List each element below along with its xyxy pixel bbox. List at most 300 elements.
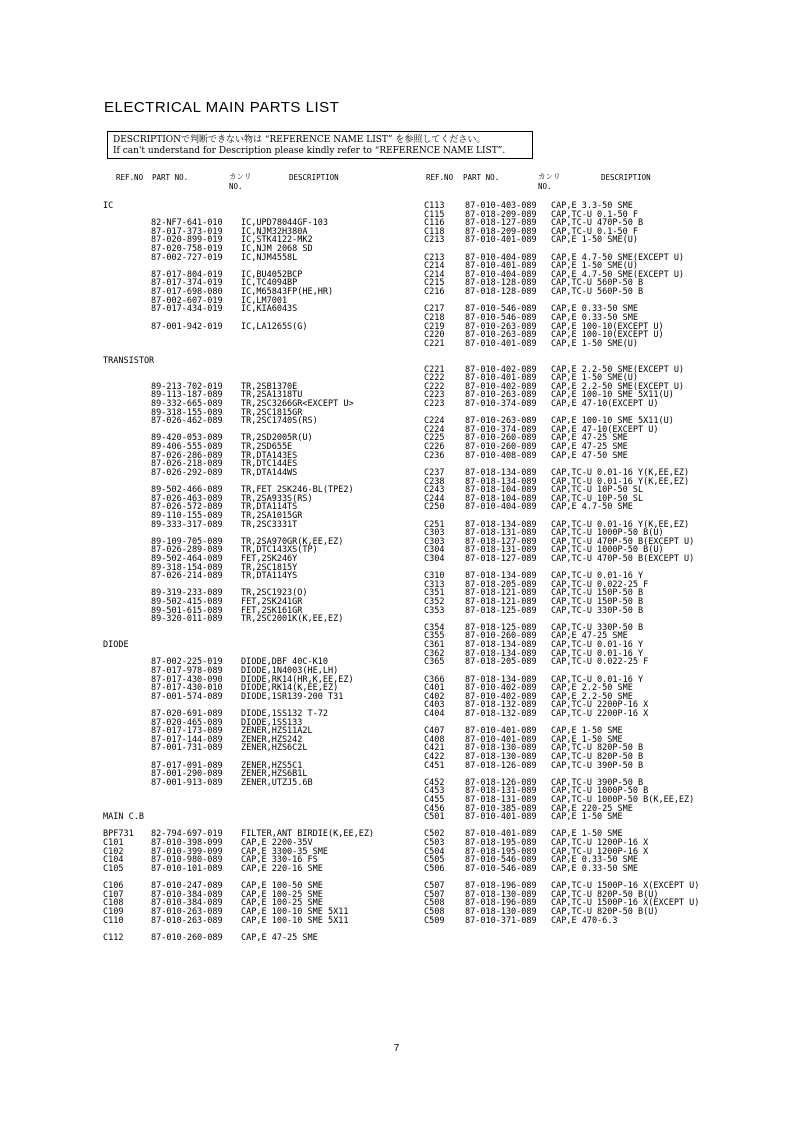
ref-no-cell: C251 — [424, 519, 445, 530]
table-row — [424, 710, 724, 719]
table-row — [424, 400, 724, 409]
part-no-cell: 87-018-205-089 — [465, 657, 537, 668]
part-no-cell: 87-001-574-089 — [151, 691, 223, 702]
description-cell: CAP,E 2.2-50 SME — [551, 683, 633, 694]
part-no-cell: 87-010-374-089 — [465, 399, 537, 410]
description-cell: CAP,E 47-25 SME — [551, 442, 628, 453]
ref-no-cell: C236 — [424, 450, 445, 461]
ref-no-cell: C304 — [424, 545, 445, 556]
description-cell: IC,BU4052BCP — [241, 269, 303, 280]
header-kanri: カンリ — [229, 172, 252, 181]
part-no-cell: 87-018-104-089 — [465, 485, 537, 496]
ref-no-cell: C112 — [103, 932, 124, 943]
description-cell: CAP,TC-U 150P-50 B — [551, 588, 644, 599]
description-cell: CAP,TC-U 470P-50 B(EXCEPT U) — [551, 553, 695, 564]
part-no-cell: 87-018-195-089 — [465, 846, 537, 857]
part-no-cell: 87-018-132-089 — [465, 708, 537, 719]
part-no-cell: 89-320-011-089 — [151, 614, 223, 625]
ref-no-cell: C355 — [424, 631, 445, 642]
description-cell: CAP,TC-U 0.1-50 F — [551, 209, 638, 220]
table-row — [424, 288, 724, 297]
part-no-cell: 87-018-134-089 — [465, 648, 537, 659]
ref-no-cell: C365 — [424, 657, 445, 668]
part-no-cell: 87-001-913-089 — [151, 777, 223, 788]
part-no-cell: 87-018-131-089 — [465, 528, 537, 539]
part-no-cell: 87-010-247-089 — [151, 881, 223, 892]
table-row — [424, 762, 724, 771]
part-no-cell: 87-010-404-089 — [465, 502, 537, 513]
description-cell: IC,LM7001 — [241, 295, 288, 306]
ref-no-cell: C502 — [424, 829, 445, 840]
description-cell: CAP,E 2.2-50 SME(EXCEPT U) — [551, 381, 685, 392]
description-cell: CAP,E 100-25 SME — [241, 898, 323, 909]
header-kanri-no-right: NO. — [538, 182, 552, 191]
header-part-no-right: PART NO. — [463, 173, 500, 182]
table-row — [103, 572, 433, 581]
description-cell: CAP,TC-U 1000P-50 B(K,EE,EZ) — [551, 795, 695, 806]
description-cell: CAP,TC-U 470P-50 B — [551, 218, 644, 229]
part-no-cell: 89-113-187-089 — [151, 390, 223, 401]
ref-no-cell: C101 — [103, 838, 124, 849]
part-no-cell: 87-010-260-089 — [151, 932, 223, 943]
description-cell: TR,2SC1923(O) — [241, 588, 308, 599]
part-no-cell: 87-018-130-089 — [465, 752, 537, 762]
description-cell: CAP,E 47-50 SME — [551, 450, 628, 461]
ref-no-cell: C213 — [424, 235, 445, 246]
part-no-cell: 87-017-978-089 — [151, 665, 223, 676]
part-no-cell: 87-017-430-010 — [151, 683, 223, 694]
description-cell: CAP,E 2.2-50 SME(EXCEPT U) — [551, 364, 685, 375]
part-no-cell: 89-213-702-019 — [151, 381, 223, 392]
part-no-cell: 87-026-462-089 — [151, 416, 223, 427]
part-no-cell: 87-010-399-099 — [151, 846, 223, 857]
ref-no-cell: C504 — [424, 846, 445, 857]
part-no-cell: 87-018-196-089 — [465, 898, 537, 909]
description-cell: CAP,TC-U 150P-50 B — [551, 597, 644, 608]
ref-no-cell: C310 — [424, 571, 445, 582]
description-cell: ZENER,HZS6C2L — [241, 743, 308, 754]
part-no-cell: 87-018-104-089 — [465, 493, 537, 504]
ref-no-cell: IC — [103, 201, 114, 211]
ref-no-cell: C366 — [424, 674, 445, 685]
table-row — [103, 469, 433, 478]
ref-no-cell: C222 — [424, 381, 445, 392]
notice-line-english: If can't understand for Description please kindly refer to “REFERENCE NAME LIST”. — [113, 146, 506, 156]
description-cell: ZENER,UTZJ5.6B — [241, 777, 313, 788]
table-row — [103, 641, 433, 650]
description-cell: CAP,TC-U 0.022-25 F — [551, 657, 649, 668]
ref-no-cell: C219 — [424, 321, 445, 332]
part-no-cell: 87-018-131-089 — [465, 545, 537, 556]
part-no-cell: 87-010-404-089 — [465, 269, 537, 280]
description-cell: CAP,E 1-50 SME(U) — [551, 373, 638, 384]
part-no-cell: 87-010-384-089 — [151, 898, 223, 909]
table-row — [103, 865, 433, 874]
table-row — [103, 331, 433, 340]
part-no-cell: 87-010-101-089 — [151, 863, 223, 874]
part-no-cell: 89-333-317-089 — [151, 519, 223, 530]
description-cell: CAP,TC-U 2200P-16 X — [551, 700, 649, 711]
description-cell: IC,UPD78044GF-103 — [241, 218, 328, 229]
table-row — [103, 813, 433, 822]
description-cell: CAP,TC-U 560P-50 B — [551, 278, 644, 289]
ref-no-cell: C226 — [424, 442, 445, 453]
description-cell: CAP,E 1-50 SME(U) — [551, 261, 638, 272]
description-cell: CAP,TC-U 1200P-16 X — [551, 846, 649, 857]
description-cell: IC,STK4122-MK2 — [241, 235, 313, 246]
part-no-cell: 87-018-127-089 — [465, 536, 537, 547]
part-no-cell: 87-018-127-089 — [465, 218, 537, 229]
table-row — [424, 452, 724, 461]
part-no-cell: 89-110-155-089 — [151, 510, 223, 521]
description-cell: IC,KIA6043S — [241, 304, 298, 315]
ref-no-cell: DIODE — [103, 640, 129, 651]
table-row — [424, 917, 724, 926]
ref-no-cell: C402 — [424, 691, 445, 702]
description-cell: TR,DTA143ES — [241, 450, 298, 461]
ref-no-cell: C507 — [424, 889, 445, 900]
part-no-cell: 87-010-401-089 — [465, 726, 537, 737]
description-cell: TR,DTC144ES — [241, 459, 298, 470]
ref-no-cell: C224 — [424, 424, 445, 435]
ref-no-cell: C215 — [424, 278, 445, 289]
table-row — [103, 521, 433, 530]
description-cell: CAP,TC-U 0.01-16 Y — [551, 640, 644, 651]
table-row — [424, 503, 724, 512]
part-no-cell: 87-017-144-089 — [151, 734, 223, 745]
page-title: ELECTRICAL MAIN PARTS LIST — [104, 99, 340, 116]
description-cell: TR,2SC1815GR — [241, 407, 303, 418]
description-cell: CAP,TC-U 0.01-16 Y — [551, 648, 644, 659]
ref-no-cell: C216 — [424, 287, 445, 298]
part-no-cell: 87-010-403-089 — [465, 201, 537, 211]
description-cell: IC,TC4094BP — [241, 278, 298, 289]
part-no-cell: 87-010-546-089 — [465, 304, 537, 315]
description-cell: CAP,E 100-10(EXCEPT U) — [551, 321, 664, 332]
ref-no-cell: C213 — [424, 252, 445, 263]
description-cell: CAP,TC-U 0.022-25 F — [551, 579, 649, 590]
description-cell: CAP,TC-U 0.01-16 Y(K,EE,EZ) — [551, 519, 690, 530]
ref-no-cell: C104 — [103, 855, 124, 866]
part-no-cell: 87-018-130-089 — [465, 743, 537, 754]
description-cell: ZENER,HZS11A2L — [241, 726, 313, 737]
ref-no-cell: C217 — [424, 304, 445, 315]
ref-no-cell: C115 — [424, 209, 445, 220]
ref-no-cell: C453 — [424, 786, 445, 797]
part-no-cell: 87-010-371-089 — [465, 915, 537, 926]
ref-no-cell: C223 — [424, 399, 445, 410]
ref-no-cell: C221 — [424, 364, 445, 375]
description-cell: CAP,TC-U 390P-50 B — [551, 760, 644, 771]
description-cell: TR,2SD2005R(U) — [241, 433, 313, 444]
part-no-cell: 89-502-415-089 — [151, 597, 223, 608]
part-no-cell: 87-018-125-089 — [465, 622, 537, 633]
description-cell: TR,FET 2SK246-BL(TPE2) — [241, 485, 354, 496]
ref-no-cell: C220 — [424, 330, 445, 341]
ref-no-cell: C362 — [424, 648, 445, 659]
description-cell: CAP,TC-U 10P-50 SL — [551, 493, 644, 504]
ref-no-cell: C250 — [424, 502, 445, 513]
part-no-cell: 87-020-465-089 — [151, 717, 223, 728]
page-number: 7 — [393, 1043, 400, 1054]
description-cell: IC,M65843FP(HE,HR) — [241, 287, 334, 298]
ref-no-cell: C422 — [424, 752, 445, 762]
description-cell: FET,2SK241GR — [241, 597, 303, 608]
description-cell: IC,NJM4558L — [241, 252, 298, 263]
part-no-cell: 87-010-384-089 — [151, 889, 223, 900]
description-cell: CAP,E 0.33-50 SME — [551, 304, 638, 315]
description-cell: CAP,TC-U 820P-50 B — [551, 752, 644, 762]
table-row — [103, 796, 433, 805]
ref-no-cell: C452 — [424, 777, 445, 788]
ref-no-cell: C214 — [424, 269, 445, 280]
description-cell: CAP,TC-U 1000P-50 B(U) — [551, 545, 664, 556]
part-no-cell: 89-318-155-089 — [151, 407, 223, 418]
part-no-cell: 87-001-290-089 — [151, 769, 223, 780]
description-cell: CAP,TC-U 330P-50 B — [551, 605, 644, 616]
part-no-cell: 87-010-385-089 — [465, 803, 537, 814]
part-no-cell: 87-010-401-089 — [465, 812, 537, 823]
ref-no-cell: C113 — [424, 201, 445, 211]
part-no-cell: 87-010-398-099 — [151, 838, 223, 849]
description-cell: ZENER,HZS5C1 — [241, 760, 303, 771]
part-no-cell: 87-010-401-089 — [465, 261, 537, 272]
part-no-cell: 87-018-126-089 — [465, 777, 537, 788]
part-no-cell: 87-010-263-089 — [465, 390, 537, 401]
table-row — [424, 813, 724, 822]
header-kanri-right: カンリ — [538, 172, 561, 181]
part-no-cell: 87-010-980-089 — [151, 855, 223, 866]
ref-no-cell: C110 — [103, 915, 124, 926]
part-no-cell: 87-026-463-089 — [151, 493, 223, 504]
part-no-cell: 87-018-131-089 — [465, 795, 537, 806]
table-row — [103, 779, 433, 788]
description-cell: IC,LA1265S(G) — [241, 321, 308, 332]
description-cell: IC,NJM 2068 SD — [241, 244, 313, 255]
description-cell: FET,2SK246Y — [241, 553, 298, 564]
ref-no-cell: C451 — [424, 760, 445, 771]
part-no-cell: 87-018-209-089 — [465, 209, 537, 220]
ref-no-cell: C214 — [424, 261, 445, 272]
part-no-cell: 87-018-130-089 — [465, 889, 537, 900]
part-no-cell: 87-017-430-090 — [151, 674, 223, 685]
description-cell: CAP,E 100-10 SME 5X11(U) — [551, 416, 674, 427]
description-cell: TR,DTA114TS — [241, 502, 298, 513]
part-no-cell: 87-018-126-089 — [465, 760, 537, 771]
part-no-cell: 87-018-205-089 — [465, 579, 537, 590]
table-row — [103, 417, 433, 426]
part-no-cell: 89-319-233-089 — [151, 588, 223, 599]
description-cell: DIODE,1SS133 — [241, 717, 303, 728]
part-no-cell: 87-002-225-019 — [151, 657, 223, 668]
description-cell: CAP,TC-U 0.01-16 Y(K,EE,EZ) — [551, 476, 690, 487]
part-no-cell: 87-002-607-019 — [151, 295, 223, 306]
part-no-cell: 87-010-408-089 — [465, 450, 537, 461]
description-cell: CAP,E 470-6.3 — [551, 915, 618, 926]
table-row — [103, 693, 433, 702]
ref-no-cell: C106 — [103, 881, 124, 892]
part-no-cell: 89-109-705-089 — [151, 536, 223, 547]
notice-line-japanese: DESCRIPTIONで判断できない物は “REFERENCE NAME LIST” を参照してください。 — [113, 135, 486, 145]
part-no-cell: 87-010-263-089 — [465, 416, 537, 427]
table-row — [103, 934, 433, 943]
part-no-cell: 89-332-665-089 — [151, 399, 223, 410]
ref-no-cell: C109 — [103, 906, 124, 917]
description-cell: CAP,E 2.2-50 SME — [551, 691, 633, 702]
ref-no-cell: TRANSISTOR — [103, 355, 155, 366]
description-cell: TR,2SB1370E — [241, 381, 298, 392]
description-cell: CAP,E 220-16 SME — [241, 863, 323, 874]
description-cell: CAP,E 3300-35 SME — [241, 846, 328, 857]
description-cell: CAP,TC-U 0.1-50 F — [551, 226, 638, 237]
description-cell: CAP,E 47-10(EXCEPT U) — [551, 399, 659, 410]
ref-no-cell: C304 — [424, 553, 445, 564]
description-cell: CAP,E 100-10(EXCEPT U) — [551, 330, 664, 341]
description-cell: CAP,E 330-16 FS — [241, 855, 318, 866]
header-part-no: PART NO. — [152, 173, 189, 182]
part-no-cell: 87-026-572-089 — [151, 502, 223, 513]
description-cell: CAP,TC-U 1200P-16 X — [551, 838, 649, 849]
part-no-cell: 87-018-134-089 — [465, 476, 537, 487]
description-cell: CAP,TC-U 470P-50 B(EXCEPT U) — [551, 536, 695, 547]
part-no-cell: 87-026-286-089 — [151, 450, 223, 461]
part-no-cell: 87-001-942-019 — [151, 321, 223, 332]
table-row — [103, 787, 433, 796]
description-cell: ZENER,HZS242 — [241, 734, 303, 745]
header-description-right: DESCRIPTION — [601, 173, 651, 182]
ref-no-cell: C404 — [424, 708, 445, 719]
table-row — [424, 340, 724, 349]
ref-no-cell: C354 — [424, 622, 445, 633]
ref-no-cell: C506 — [424, 863, 445, 874]
description-cell: CAP,E 4.7-50 SME — [551, 502, 633, 513]
description-cell: CAP,E 47-25 SME — [551, 433, 628, 444]
ref-no-cell: C407 — [424, 726, 445, 737]
description-cell: CAP,TC-U 0.01-16 Y — [551, 674, 644, 685]
part-no-cell: 87-010-260-089 — [465, 442, 537, 453]
table-row — [424, 865, 724, 874]
description-cell: CAP,TC-U 0.01-16 Y — [551, 571, 644, 582]
part-no-cell: 87-010-402-089 — [465, 364, 537, 375]
ref-no-cell: C403 — [424, 700, 445, 711]
part-no-cell: 87-010-263-089 — [151, 906, 223, 917]
part-no-cell: 89-501-615-089 — [151, 605, 223, 616]
ref-no-cell: C408 — [424, 734, 445, 745]
part-no-cell: 87-018-121-089 — [465, 588, 537, 599]
ref-no-cell: C501 — [424, 812, 445, 823]
ref-no-cell: C352 — [424, 597, 445, 608]
part-no-cell: 87-010-374-089 — [465, 424, 537, 435]
part-no-cell: 87-017-173-089 — [151, 726, 223, 737]
description-cell: TR,2SC3331T — [241, 519, 298, 530]
reference-notice-box — [107, 131, 533, 159]
part-no-cell: 87-018-134-089 — [465, 467, 537, 478]
part-no-cell: 87-010-402-089 — [465, 381, 537, 392]
part-no-cell: 87-020-899-019 — [151, 235, 223, 246]
description-cell: FILTER,ANT BIRDIE(K,EE,EZ) — [241, 829, 375, 840]
description-cell: TR,2SC1815Y — [241, 562, 298, 573]
part-no-cell: 87-018-127-089 — [465, 553, 537, 564]
description-cell: CAP,TC-U 330P-50 B — [551, 622, 644, 633]
part-no-cell: 87-010-402-089 — [465, 691, 537, 702]
description-cell: IC,NJM32H380A — [241, 226, 308, 237]
ref-no-cell: C313 — [424, 579, 445, 590]
part-no-cell: 82-NF7-641-010 — [151, 218, 223, 229]
description-cell: CAP,TC-U 820P-50 B(U) — [551, 889, 659, 900]
description-cell: DIODE,1N4003(HE,LH) — [241, 665, 339, 676]
ref-no-cell: C507 — [424, 881, 445, 892]
part-no-cell: 87-026-218-089 — [151, 459, 223, 470]
description-cell: CAP,E 1-50 SME(U) — [551, 235, 638, 246]
part-no-cell: 87-010-263-089 — [465, 330, 537, 341]
table-row — [103, 305, 433, 314]
ref-no-cell: C351 — [424, 588, 445, 599]
description-cell: CAP,E 0.33-50 SME — [551, 312, 638, 323]
table-row — [103, 917, 433, 926]
description-cell: CAP,E 0.33-50 SME — [551, 863, 638, 874]
ref-no-cell: C108 — [103, 898, 124, 909]
description-cell: CAP,E 2200-35V — [241, 838, 313, 849]
description-cell: CAP,E 3.3-50 SME — [551, 201, 633, 211]
table-row — [103, 805, 433, 814]
table-row — [424, 236, 724, 245]
part-no-cell: 87-010-401-089 — [465, 829, 537, 840]
ref-no-cell: C223 — [424, 390, 445, 401]
ref-no-cell: C353 — [424, 605, 445, 616]
part-no-cell: 87-018-134-089 — [465, 571, 537, 582]
description-cell: CAP,TC-U 0.01-16 Y(K,EE,EZ) — [551, 467, 690, 478]
description-cell: ZENER,HZS6B1L — [241, 769, 308, 780]
table-row — [103, 357, 433, 366]
table-row — [103, 744, 433, 753]
description-cell: CAP,TC-U 820P-50 B(U) — [551, 906, 659, 917]
ref-no-cell: C505 — [424, 855, 445, 866]
table-row — [424, 607, 724, 616]
description-cell: CAP,TC-U 1500P-16 X(EXCEPT U) — [551, 898, 700, 909]
description-cell: DIODE,1SR139-200 T31 — [241, 691, 344, 702]
header-description: DESCRIPTION — [289, 173, 339, 182]
description-cell: TR,DTA144WS — [241, 467, 298, 478]
part-no-cell: 87-018-134-089 — [465, 519, 537, 530]
part-no-cell: 89-406-555-089 — [151, 442, 223, 453]
part-no-cell: 87-020-758-019 — [151, 244, 223, 255]
description-cell: CAP,E 100-50 SME — [241, 881, 323, 892]
table-row — [103, 323, 433, 332]
ref-no-cell: C401 — [424, 683, 445, 694]
description-cell: CAP,E 0.33-50 SME — [551, 855, 638, 866]
part-no-cell: 87-018-121-089 — [465, 597, 537, 608]
part-no-cell: 87-017-091-089 — [151, 760, 223, 771]
description-cell: CAP,E 1-50 SME(U) — [551, 338, 638, 349]
ref-no-cell: C237 — [424, 467, 445, 478]
part-no-cell: 87-026-292-089 — [151, 467, 223, 478]
ref-no-cell: C224 — [424, 416, 445, 427]
part-no-cell: 87-010-402-089 — [465, 683, 537, 694]
header-kanri-no: NO. — [229, 182, 243, 191]
table-row — [103, 615, 433, 624]
description-cell: CAP,E 100-10 SME 5X11 — [241, 906, 349, 917]
part-no-cell: 87-017-374-019 — [151, 278, 223, 289]
description-cell: CAP,E 1-50 SME — [551, 812, 623, 823]
description-cell: TR,2SA970GR(K,EE,EZ) — [241, 536, 344, 547]
table-row — [103, 624, 433, 633]
description-cell: TR,2SC2001K(K,EE,EZ) — [241, 614, 344, 625]
ref-no-cell: BPF731 — [103, 829, 134, 840]
part-no-cell: 89-420-053-089 — [151, 433, 223, 444]
part-no-cell: 87-020-691-089 — [151, 708, 223, 719]
parts-table-right — [424, 202, 724, 925]
description-cell: CAP,E 1-50 SME — [551, 734, 623, 745]
